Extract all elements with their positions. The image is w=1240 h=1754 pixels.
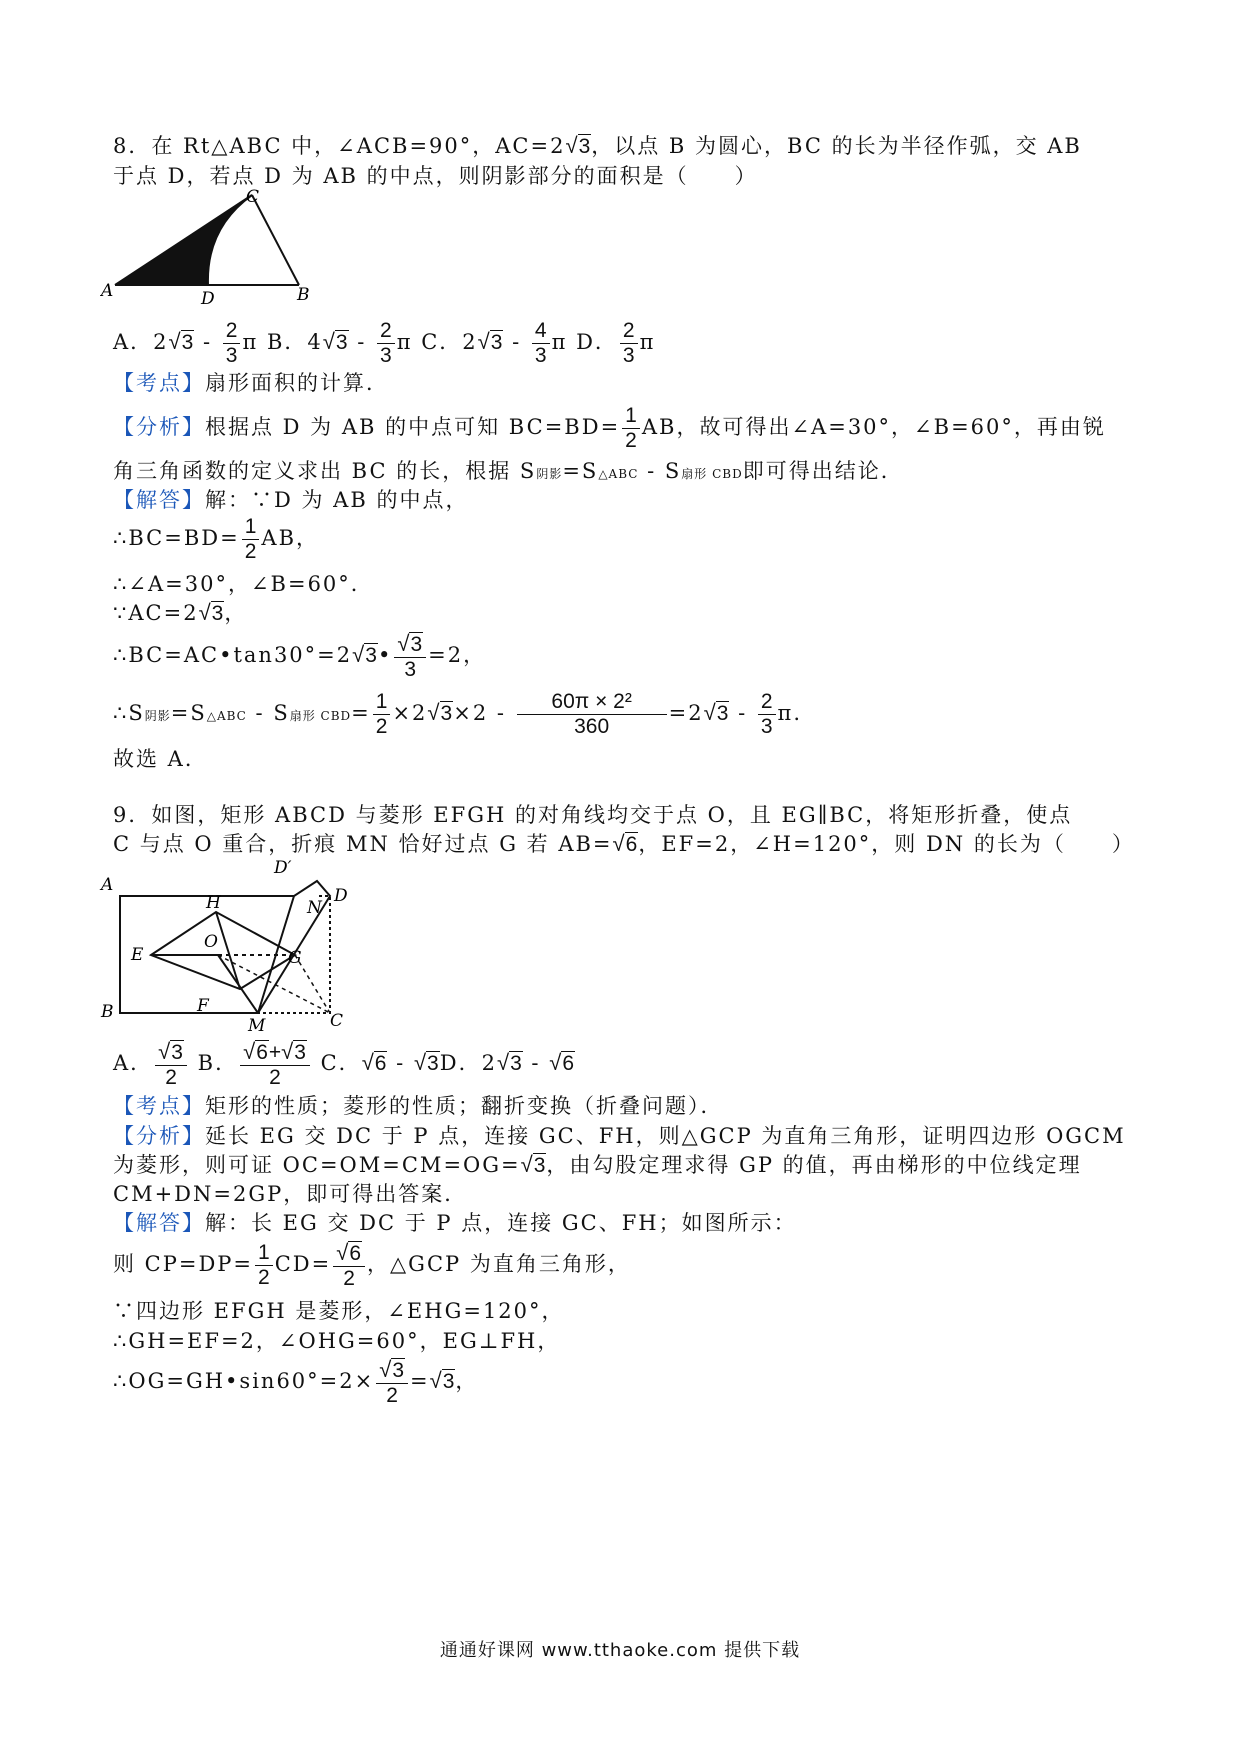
- q9-fenxi-line-3: CM+DN=2GP，即可得出答案．: [113, 1182, 468, 1206]
- q9-label-f: F: [197, 996, 209, 1016]
- q8-step-3: ∵AC=2√3，: [113, 600, 248, 625]
- q8-fenxi-line-1: 【分析】根据点 D 为 AB 的中点可知 BC=BD= $\frac{1}{2}$ AB，故可得出∠A=30°，∠B=60°，再由锐: [113, 404, 1106, 452]
- q9-label-c: C: [330, 1011, 344, 1031]
- q9-label-e: E: [131, 945, 144, 965]
- q8-options: A．2√3 - $\frac{2}{3}$ π B．4√3 - $\frac{2}{3}$ π C．2√3 - $\frac{4}{3}$ π D． $\frac{2}{3}$ π: [113, 319, 656, 367]
- q9-options: A． $\frac{√3}{2}$ B． $\frac{√6+√3}{2}$ C．√6 - √3D．2√3 - √6: [113, 1038, 574, 1089]
- q8-stem-line-2: 于点 D，若点 D 为 AB 的中点，则阴影部分的面积是（ ）: [113, 164, 758, 188]
- q8-figure: [100, 188, 330, 308]
- q9-fenxi-line-1: 【分析】延长 EG 交 DC 于 P 点，连接 GC、FH，则△GCP 为直角三角形，证明四边形 OGCM: [113, 1124, 1126, 1148]
- q8-kaodian: 【考点】扇形面积的计算．: [113, 371, 389, 395]
- q9-label-n: N: [307, 898, 322, 918]
- q8-stem-line-1: 8．在 Rt△ABC 中，∠ACB=90°，AC=2√3，以点 B 为圆心，BC 的长为半径作弧，交 AB: [113, 133, 1082, 158]
- q9-stem-line-2: C 与点 O 重合，折痕 MN 恰好过点 G 若 AB=√6，EF=2，∠H=120°，则 DN 的长为（ ）: [113, 831, 1135, 856]
- q9-stem-line-1: 9．如图，矩形 ABCD 与菱形 EFGH 的对角线均交于点 O，且 EG∥BC，将矩形折叠，使点: [113, 803, 1073, 827]
- q8-label-a: A: [101, 281, 114, 301]
- q8-answer: 故选 A．: [113, 747, 208, 771]
- q9-line-om: [218, 955, 258, 1013]
- q9-fenxi-line-2: 为菱形，则可证 OC=OM=CM=OG=√3，由勾股定理求得 GP 的值，再由梯形的中位线定理: [113, 1152, 1082, 1177]
- q9-label-h: H: [206, 893, 221, 913]
- q8-jieda: 【解答】解：∵D 为 AB 的中点，: [113, 488, 469, 512]
- q8-fenxi-line-2: 角三角函数的定义求出 BC 的长，根据 S阴影=S△ABC - S扇形 CBD即可得出结论．: [113, 459, 904, 483]
- q9-step-3: ∴GH=EF=2，∠OHG=60°，EG⊥FH，: [113, 1329, 561, 1353]
- q9-label-d-prime: D′: [274, 858, 292, 878]
- q9-label-g: G: [288, 948, 302, 968]
- q9-kaodian: 【考点】矩形的性质；菱形的性质；翻折变换（折叠问题）．: [113, 1094, 724, 1118]
- q9-label-d: D: [334, 886, 348, 906]
- q9-step-2: ∵四边形 EFGH 是菱形，∠EHG=120°，: [113, 1299, 565, 1323]
- q9-label-a: A: [101, 875, 114, 895]
- q8-label-d: D: [201, 289, 215, 308]
- q8-step-2: ∴∠A=30°，∠B=60°．: [113, 572, 374, 596]
- q8-step-5: ∴S阴影=S△ABC - S扇形 CBD= $\frac{1}{2}$ ×2√3×2 - $\frac{\text{60π × 2²}}{360}$ =2√3 - $\frac{2}{3}$ π.: [113, 690, 803, 738]
- q8-label-c: C: [246, 188, 260, 207]
- q9-step-4: ∴OG=GH•sin60°=2× $\frac{√3}{2}$ =√3，: [113, 1356, 479, 1407]
- q9-label-o: O: [204, 932, 218, 952]
- q9-jieda: 【解答】解：长 EG 交 DC 于 P 点，连接 GC、FH；如图所示：: [113, 1211, 797, 1235]
- q9-label-m: M: [248, 1016, 266, 1036]
- q8-label-b: B: [297, 285, 310, 305]
- q8-step-4: ∴BC=AC•tan30°=2√3• $\frac{√3}{3}$ =2，: [113, 630, 487, 681]
- q9-rhombus: [151, 912, 295, 989]
- q9-label-b: B: [101, 1002, 114, 1022]
- q9-figure: [98, 855, 368, 1040]
- footer-source: 通通好课网 www.tthaoke.com 提供下载: [439, 1640, 801, 1661]
- q9-step-1: 则 CP=DP= $\frac{1}{2}$ CD= $\frac{√6}{2}$ ，△GCP 为直角三角形，: [113, 1239, 631, 1290]
- q8-side-cb: [252, 195, 299, 285]
- q8-step-1: ∴BC=BD= $\frac{1}{2}$ AB，: [113, 515, 320, 563]
